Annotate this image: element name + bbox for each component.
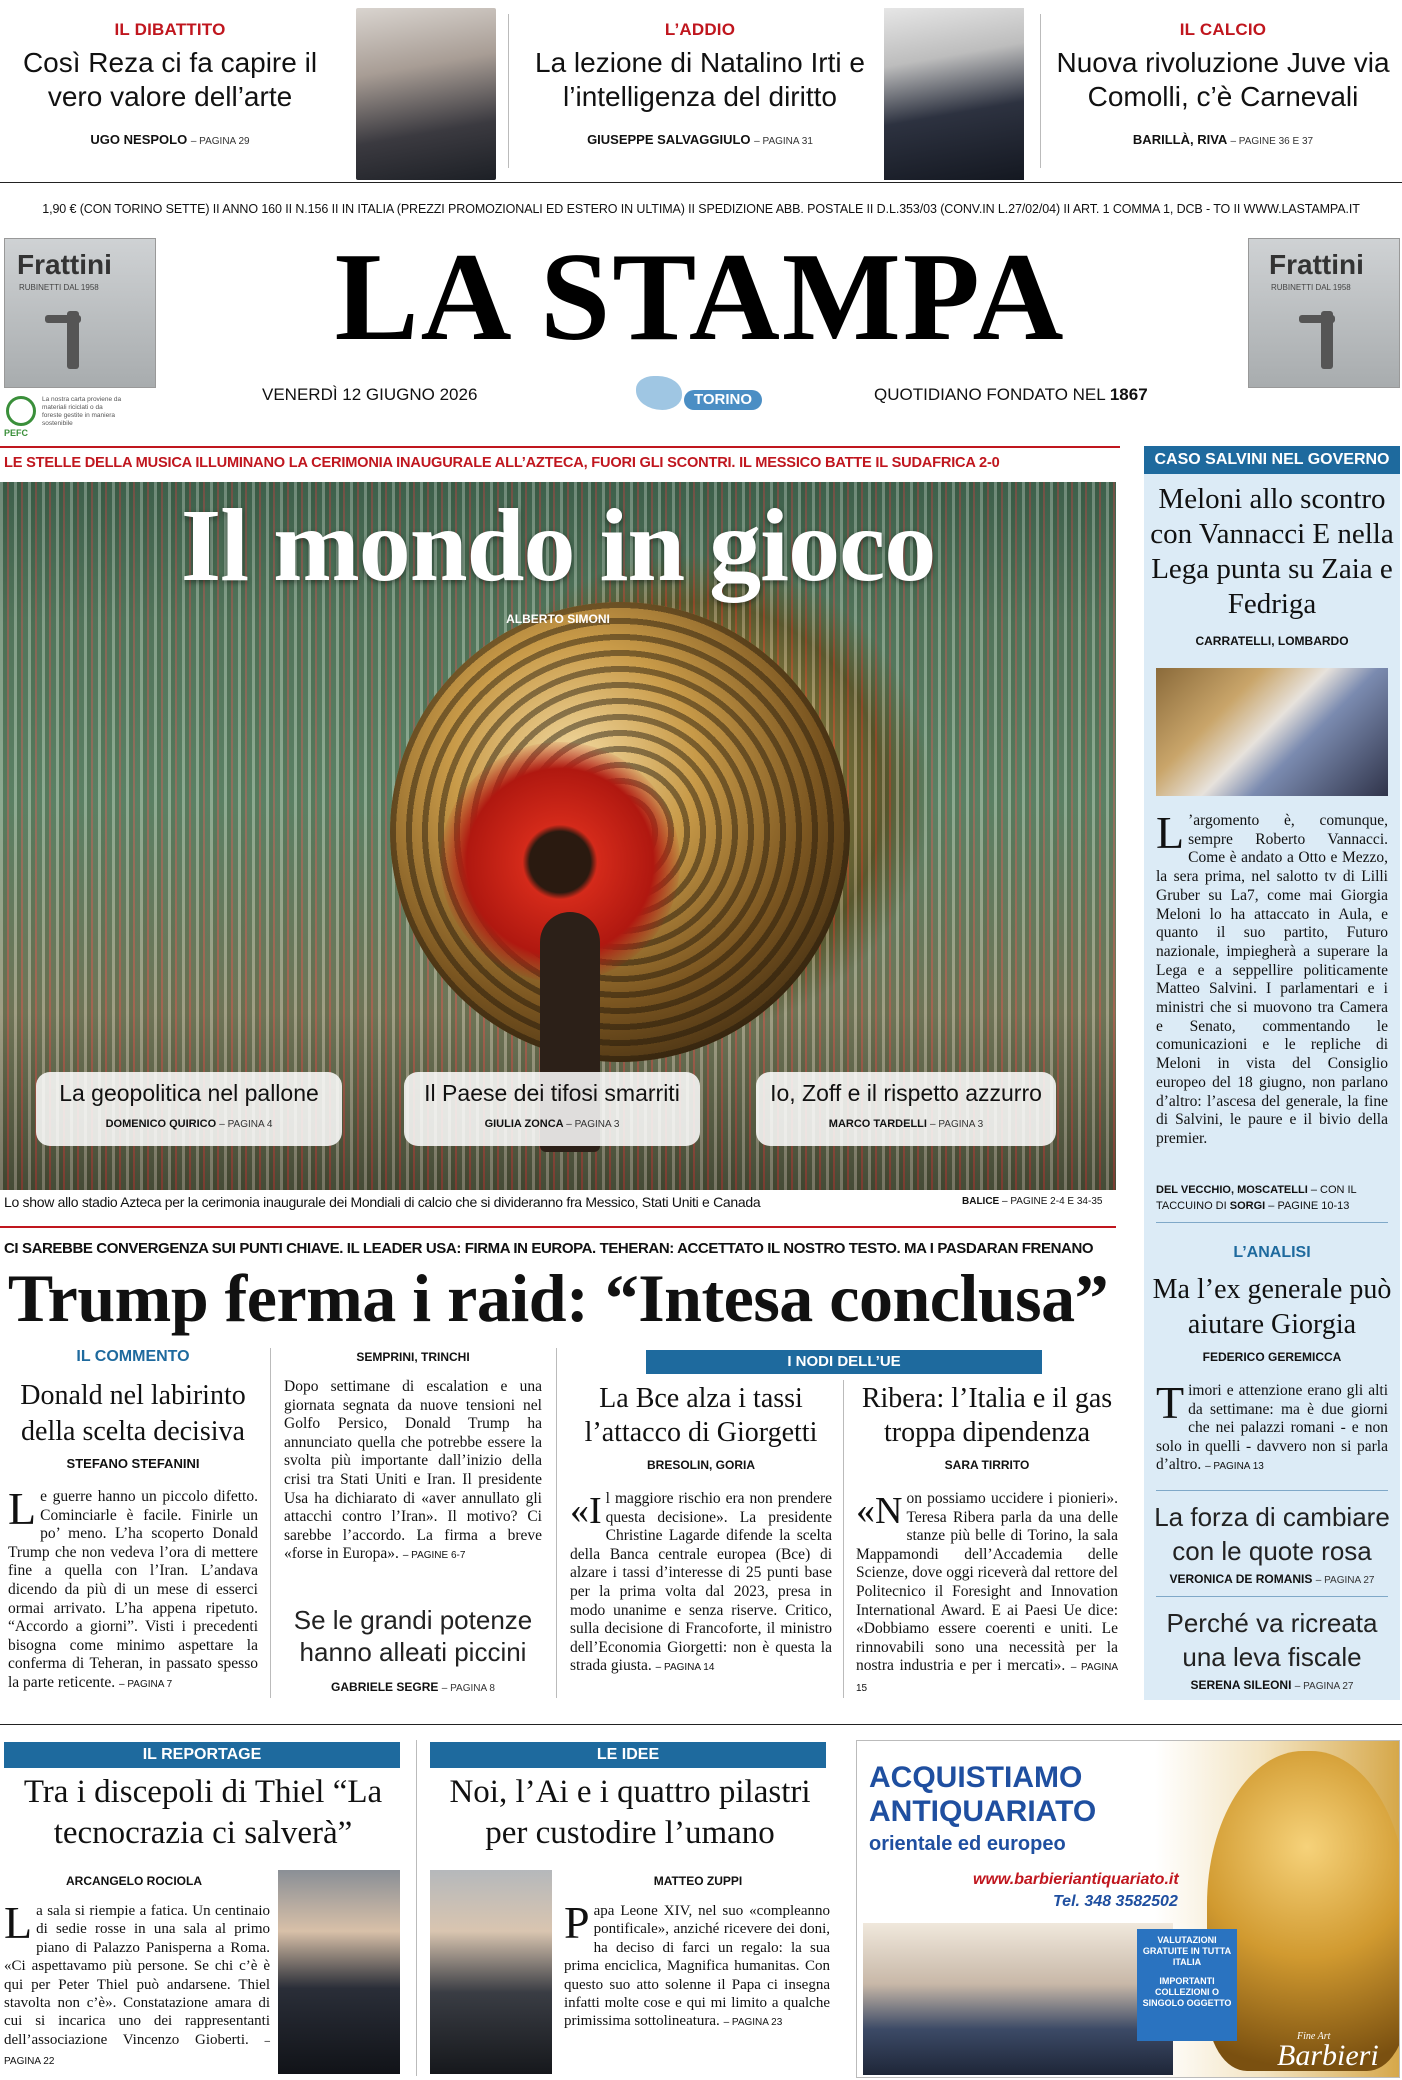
trump-headline[interactable]: Trump ferma i raid: “Intesa conclusa” [7,1260,1109,1336]
ribera-column[interactable] [856,1378,1118,1708]
teaser-kicker: IL DIBATTITO [114,20,226,39]
info-strip: 1,90 € (CON TORINO SETTE) II ANNO 160 II N.156 II IN ITALIA (PREZZI PROMOZIONALI ED ESTERO IN ULTIMA) II SPEDIZIONE ABB. POSTALE II D.L.353/03 (CONV.IN L.27/02/04) II ART. 1 COMMA 1, DCB - TO II WWW.LASTAMPA.IT [42,202,1360,216]
ad-line3: orientale ed europeo [869,1833,1066,1855]
pill-byline: MARCO TARDELLI – PAGINA 3 [828,1118,984,1130]
lead-headline[interactable]: Il mondo in gioco [180,488,936,603]
reportage-photo [278,1870,400,2074]
ad-brand-sub: RUBINETTI DAL 1958 [1271,283,1351,292]
antique-ad[interactable] [856,1740,1400,2078]
lead-strap: LE STELLE DELLA MUSICA ILLUMINANO LA CERIMONIA INAUGURALE ALL’AZTECA, FUORI GLI SCONTRI. IL MESSICO BATTE IL SUDAFRICA 2-0 [4,455,1000,471]
ad-brand-sub: RUBINETTI DAL 1958 [19,283,99,292]
portrait-photo-man [884,8,1024,180]
teaser-kicker: L’ADDIO [664,20,736,39]
analysis-title[interactable]: Ma l’ex generale può aiutare Giorgia [1152,1274,1392,1340]
divider [0,182,1402,183]
pill-byline: DOMENICO QUIRICO – PAGINA 4 [105,1118,273,1130]
ad-url[interactable]: www.barbieriantiquariato.it [973,1871,1179,1888]
ribera-byline: SARA TIRRITO [944,1458,1030,1472]
ad-brand: Frattini [17,249,112,280]
analysis-body: Timori e attenzione erano gli alti da settimane: ma è due giorni che nei palazzi romani - e non solo in quelli - davvero non si parla d’altro. – PAGINA 13 [1156,1377,1388,1474]
pefc-note: La nostra carta proviene da materiali riciclati o da foreste gestite in maniera sostenibile [42,396,122,427]
divider [556,1348,557,1698]
teaser-kicker: IL CALCIO [1179,20,1267,39]
pefc-logo [6,396,36,426]
ad-people-photo [863,1923,1173,2075]
comment-kicker: IL COMMENTO [76,1348,190,1365]
ribera-title: Ribera: l’Italia e il gas troppa dipendenza [861,1383,1113,1448]
ad-brand: Frattini [1269,249,1364,280]
divider [0,1226,1116,1228]
lead-caption: Lo show allo stadio Azteca per la cerimonia inaugurale dei Mondiali di calcio che si divideranno fra Messico, Stati Uniti e Canada [4,1194,761,1210]
ad-line1: ACQUISTIAMO [869,1761,1083,1794]
piedmont-map-icon [636,376,682,410]
divider [416,1740,417,2076]
ad-badge-1: VALUTAZIONI GRATUITE IN TUTTA ITALIA [1142,1935,1232,1967]
faucet-spout [1299,315,1335,323]
ue-bar: I NODI DELL’UE [646,1350,1042,1374]
main-sub-byline: GABRIELE SEGRE – PAGINA 8 [331,1680,495,1694]
reportage-block[interactable] [4,1742,402,2078]
masthead-logo[interactable]: LA STAMPA [334,228,1066,367]
side-ad-right[interactable] [1248,238,1400,388]
reportage-bar: IL REPORTAGE [4,1742,400,1768]
divider [0,446,1120,448]
comment-title: Donald nel labirinto della scelta decisiva [20,1380,246,1447]
lead-pill-tifosi[interactable] [404,1072,700,1146]
trump-strap: CI SAREBBE CONVERGENZA SUI PUNTI CHIAVE. IL LEADER USA: FIRMA IN EUROPA. TEHERAN: ACCETTATO IL NOSTRO TESTO. MA I PASDARAN FRENANO [4,1240,1094,1257]
bce-column[interactable] [570,1378,832,1708]
ad-phone[interactable]: Tel. 348 3582502 [1053,1893,1178,1910]
masthead-date: VENERDÌ 12 GIUGNO 2026 [262,385,478,404]
item1-title[interactable]: La forza di cambiare con le quote rosa [1154,1502,1390,1566]
faucet-spout [45,315,81,323]
analysis-byline: FEDERICO GEREMICCA [1202,1350,1342,1364]
ad-signature: Barbieri [1277,2039,1379,2072]
item2-title[interactable]: Perché va ricreata una leva fiscale [1166,1608,1378,1672]
teaser-byline: BARILLÀ, RIVA – PAGINE 36 E 37 [1132,132,1314,147]
analysis-kicker: L’ANALISI [1233,1244,1311,1261]
idee-title: Noi, l’Ai e i quattro pilastri per custodire l’umano [449,1774,811,1851]
pill-title: Il Paese dei tifosi smarriti [424,1080,680,1106]
idee-photo [430,1870,552,2074]
top-teasers [0,0,1402,182]
reportage-byline: ARCANGELO ROCIOLA [66,1874,202,1888]
edition-badge[interactable]: TORINO [684,390,762,410]
pefc-label: PEFC [4,428,29,438]
bce-title: La Bce alza i tassi l’attacco di Giorgetti [584,1383,818,1448]
teaser-calcio[interactable] [1044,0,1402,182]
ad-badge-2: IMPORTANTI COLLEZIONI O SINGOLO OGGETTO [1142,1976,1232,2008]
sidebar-title[interactable]: Meloni allo scontro con Vannacci E nella Lega punta su Zaia e Fedriga [1150,483,1394,620]
teaser-addio[interactable] [510,0,890,182]
ad-badge [1137,1929,1237,2041]
item2-byline: SERENA SILEONI – PAGINA 27 [1190,1678,1354,1692]
reportage-body: La sala si riempie a fatica. Un centinaio di sedie rosse in una sala al primo piano di Palazzo Panisperna a Roma. «Ci aspettavamo più persone. Se chi c’è è qui per Peter Thiel può andarsene. Thiel stavolta non c’è». Constatazione amara di cui si incarica uno dei rappresentanti dell’associazione Vincenzo Gioberti. – PAGINA 22 [4,1897,270,2068]
lead-caption-credit: BALICE – PAGINE 2-4 E 34-35 [962,1196,1103,1207]
teaser-title: Così Reza ci fa capire il vero valore dell’arte [22,47,318,112]
idee-byline: MATTEO ZUPPI [653,1874,743,1888]
pill-byline: GIULIA ZONCA – PAGINA 3 [484,1118,620,1130]
main-sub-title[interactable]: Se le grandi potenze hanno alleati piccini [293,1605,533,1667]
comment-byline: STEFANO STEFANINI [66,1456,200,1471]
masthead-founded: QUOTIDIANO FONDATO NEL 1867 [874,385,1148,404]
pill-title: La geopolitica nel pallone [59,1080,319,1106]
comment-body: Le guerre hanno un piccolo difetto. Cominciarle è facile. Finirle un po’ meno. L’ha scoperto Donald Trump che non vedeva l’ora di mettere fine a quella con l’Iran. L’andava dicendo da più di un mese di esserci ormai arrivato. L’ha appena ripetuto. “Accordo a giorni”. Visti i precedenti bisogna come minimo aspettare la conferma di Teheran, in passato spesso la parte reticente. – PAGINA 7 [8,1483,258,1691]
ad-signature-small: Fine Art [1297,2031,1331,2042]
bce-byline: BRESOLIN, GORIA [646,1458,755,1472]
sidebar-photo [1156,668,1388,796]
ad-line2: ANTIQUARIATO [869,1795,1097,1828]
main-body: Dopo settimane di escalation e una giornata segnata da nuove tensioni nel Golfo Persico, Donald Trump ha annunciato quella che potrebbe essere la svolta più importante dall’inizio della crisi tra Stati Uniti e Iran. Il presidente Usa ha dichiarato di «aver annullato gli attacchi contro l’Iran». Il motivo? Ci sarebbe l’accordo. La firma a breve «forse in Europa». – PAGINE 6-7 [284,1378,542,1563]
sidebar-credit: DEL VECCHIO, MOSCATELLI – CON IL TACCUINO DI SORGI – PAGINE 10-13 [1156,1184,1357,1212]
side-ad-left[interactable] [4,238,156,388]
lead-photo[interactable] [0,482,1116,1190]
reportage-title: Tra i discepoli di Thiel “La tecnocrazia ci salverà” [23,1774,383,1851]
lead-pill-zoff[interactable] [756,1072,1056,1146]
trump-main-column[interactable] [284,1348,542,1708]
teaser-byline: GIUSEPPE SALVAGGIULO – PAGINA 31 [587,132,813,147]
teaser-title: La lezione di Natalino Irti e l’intelligenza del diritto [535,47,865,112]
divider [270,1348,271,1698]
divider [1156,1490,1388,1491]
teaser-byline: UGO NESPOLO – PAGINA 29 [90,132,250,147]
divider [508,14,509,168]
divider [1156,1596,1388,1597]
ribera-body: «Non possiamo uccidere i pionieri». Teresa Ribera parla da una delle stanze più belle di Torino, la sala Mappamondi dell’Accademia delle Scienze, dove oggi riceverà dal rettore del Politecnico il Foresight and Innovation International Award. E ai Paesi Ue dice: «Dobbiamo essere coerenti e uniti. Le rinnovabili sono una necessità per la nostra industria e per i mercati». – PAGINA 15 [856,1490,1119,1694]
teaser-title: Nuova rivoluzione Juve via Comolli, c’è Carnevali [1056,47,1390,112]
sidebar-body: L ’argomento è, comunque, sempre Roberto Vannacci. Come è andato a Otto e Mezzo, la sera prima, nel salotto tv di Lilli Gruber su La7, come mai Giorgia Meloni lo ha attaccato in Aula, e quanto il suo partito, Futuro nazionale, impiegherà a superare la Lega e a seppellire politicamente Matteo Salvini. I parlamentari e i ministri che si muovono tra Camera e Senato, commentando le comunicazioni e le repliche di Meloni in vista del Consiglio europeo del 18 giugno, non parlano d’altro: l’ascesa del generale, la fine di Salvini, le paure e il bivio della premier. [1156,807,1388,1147]
lead-byline: ALBERTO SIMONI [506,612,610,626]
sidebar [1144,446,1400,1700]
portrait-photo-woman [356,8,496,180]
divider [843,1380,844,1698]
divider [1156,1222,1388,1223]
item1-byline: VERONICA DE ROMANIS – PAGINA 27 [1169,1572,1375,1586]
idee-body: Papa Leone XIV, nel suo «compleanno pontificale», anziché ricevere dei doni, ha deciso di farci un regalo: la sua prima enciclica, Magnifica humanitas. Con questo suo atto solenne il Papa ci insegna infatti molte cose e qui mi limito a qualche primissima sottolineatura. – PAGINA 23 [564,1897,830,2030]
bce-body: «Il maggiore rischio era non prendere questa decisione». La presidente Christine Lagarde difende la scelta della Banca centrale europea (Bce) di alzare i tassi d’interesse di 25 punti base per la prima volta dal 2023, presa in modo unanime e senza riserve. Critico, sulla decisione di Francoforte, il ministro dell’Economia Giorgetti: non è questa la strada giusta. – PAGINA 14 [570,1490,832,1675]
lead-pill-geopolitica[interactable] [36,1072,342,1146]
sidebar-bar: CASO SALVINI NEL GOVERNO [1144,446,1400,474]
sidebar-byline: CARRATELLI, LOMBARDO [1195,634,1349,648]
divider [1040,14,1041,168]
idee-block[interactable] [430,1742,830,2078]
divider [0,1724,1402,1725]
idee-bar: LE IDEE [430,1742,826,1768]
pill-title: Io, Zoff e il rispetto azzurro [770,1080,1042,1106]
teaser-dibattito[interactable] [0,0,340,182]
main-byline: SEMPRINI, TRINCHI [356,1350,470,1364]
comment-column[interactable] [8,1348,258,1708]
